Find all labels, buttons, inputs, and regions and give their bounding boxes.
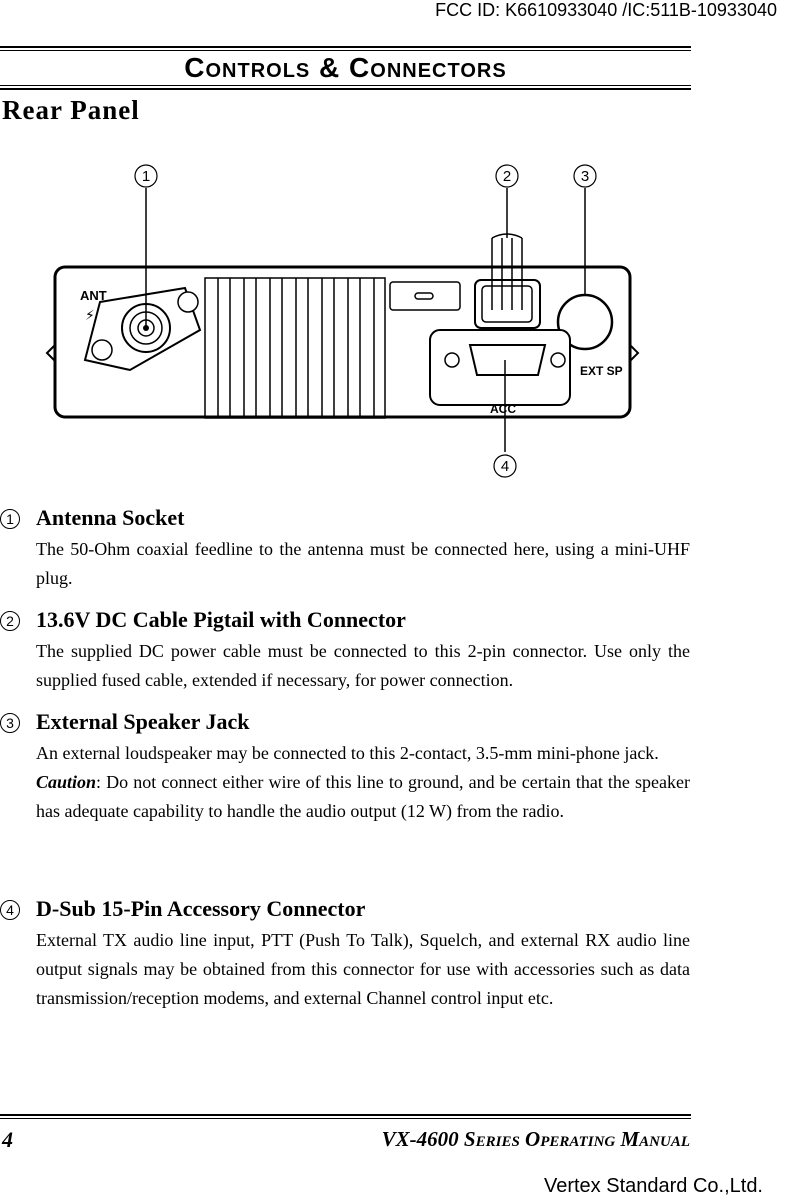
title-rule-thin [0, 85, 691, 86]
item-body: The supplied DC power cable must be connected to this 2-pin connector. Use only the supplied fused cable, extended if necessary, for power connection. [36, 641, 690, 690]
callout-2: 2 [502, 168, 512, 185]
item-title: 13.6V DC Cable Pigtail with Connector [36, 607, 406, 632]
vendor-name: Vertex Standard Co.,Ltd. [543, 1175, 763, 1197]
item-title: Antenna Socket [36, 505, 185, 530]
section-title: Controls & Connectors [184, 52, 507, 83]
item-body: The 50-Ohm coaxial feedline to the antenna must be connected here, using a mini-UHF plug. [36, 539, 690, 588]
item-number: 3 [0, 713, 20, 733]
footer-rule [0, 1114, 691, 1116]
item-dsub-connector [0, 896, 690, 1013]
manual-title: VX-4600 Series Operating Manual [381, 1127, 690, 1151]
rear-panel-diagram [40, 160, 660, 480]
page-subtitle: Rear Panel [2, 95, 140, 125]
caution-label: Caution [36, 772, 97, 792]
footer-rule-thin [0, 1118, 691, 1119]
item-title: External Speaker Jack [36, 709, 250, 734]
item-body: An external loudspeaker may be connected to this 2-contact, 3.5-mm mini-phone jack. [36, 743, 659, 763]
item-dc-pigtail [0, 607, 690, 695]
ant-label: ANT [80, 288, 107, 303]
item-title: D-Sub 15-Pin Accessory Connector [36, 896, 366, 921]
dsub-connector [470, 345, 545, 375]
svg-text:⚡: ⚡ [85, 308, 95, 324]
ext-sp-label: EXT SP [580, 364, 623, 378]
top-rule-thin [0, 50, 691, 51]
item-antenna-socket [0, 505, 690, 593]
caution-text: : Do not connect either wire of this line to ground, and be certain that the speaker has adequate capability to handle the audio output (12 W) from the radio. [36, 772, 690, 821]
acc-label: ACC [490, 402, 516, 416]
callout-1: 1 [141, 168, 151, 185]
item-ext-speaker [0, 709, 690, 826]
top-rule [0, 46, 691, 48]
callout-3: 3 [580, 168, 590, 185]
item-number: 4 [0, 900, 20, 920]
title-rule [0, 88, 691, 90]
item-number: 1 [0, 509, 20, 529]
item-number: 2 [0, 611, 20, 631]
item-body: External TX audio line input, PTT (Push To Talk), Squelch, and external RX audio line output signals may be obtained from this connector for use with accessories such as data transmission/reception modems, and external Channel control input etc. [36, 930, 690, 1008]
caution-paragraph [36, 768, 690, 826]
page-number: 4 [2, 1127, 13, 1152]
fcc-id: FCC ID: K6610933040 /IC:511B-10933040 [435, 0, 777, 20]
callout-4: 4 [500, 458, 510, 475]
